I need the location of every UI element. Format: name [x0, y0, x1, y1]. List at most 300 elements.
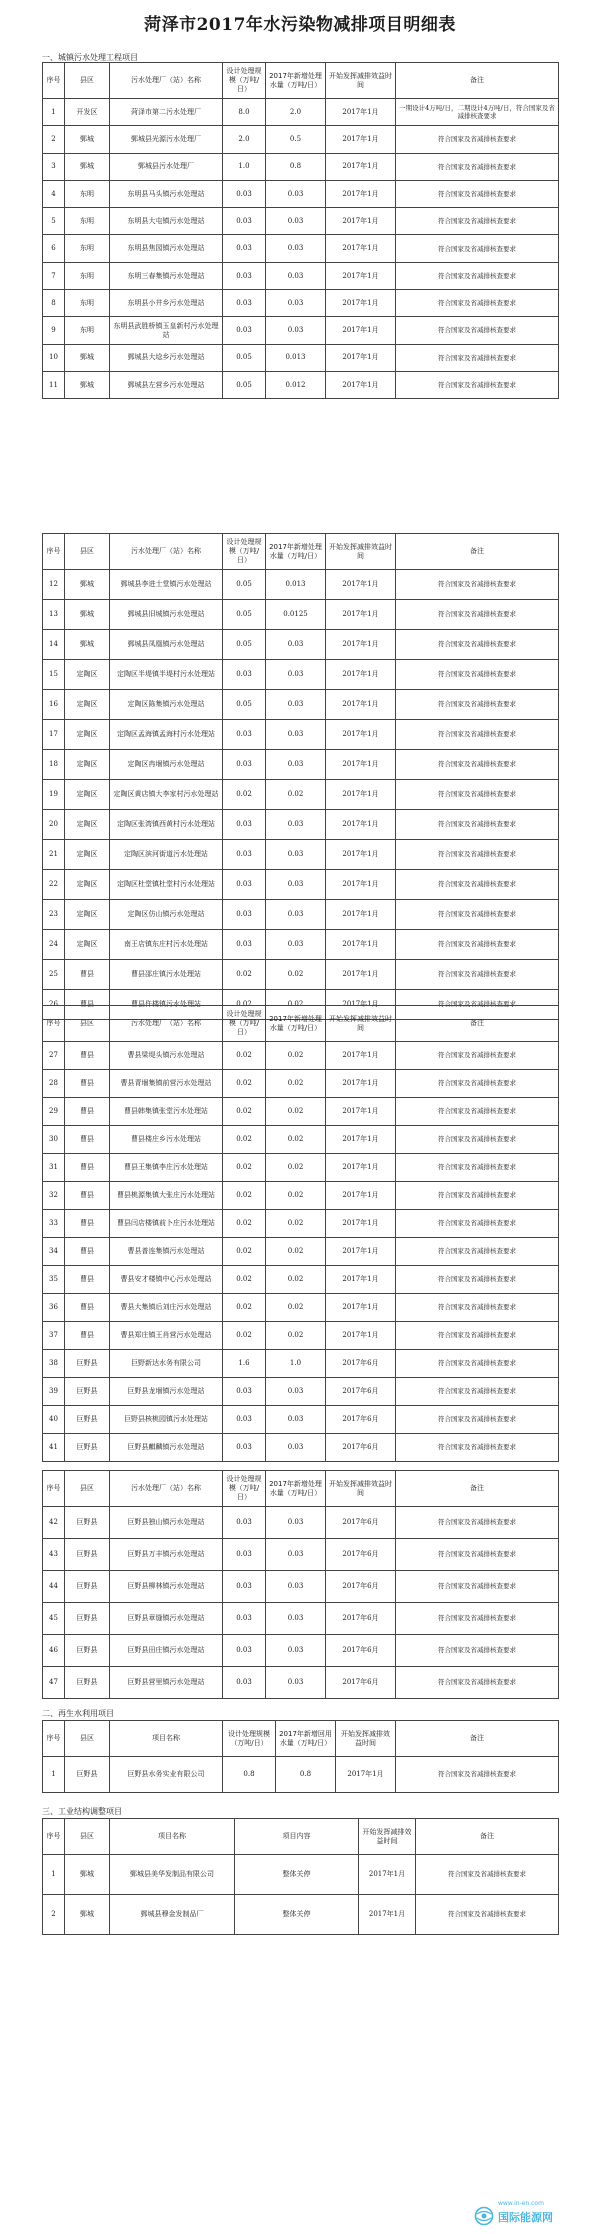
- page-title: 菏泽市2017年水污染物减排项目明细表: [144, 15, 456, 35]
- cell-plant-name: 东明县焦园镇污水处理站: [110, 235, 223, 262]
- cell-plant-name: 曹县王集镇李庄污水处理站: [110, 1154, 223, 1182]
- cell-remark: 符合国家及省减排核查要求: [396, 317, 559, 344]
- cell-index: 23: [43, 900, 65, 930]
- section-heading-water-reuse: 二、再生水利用项目: [42, 1709, 114, 1718]
- cell-volume: 0.03: [266, 262, 326, 289]
- cell-plant-name: 菏泽市第二污水处理厂: [110, 99, 223, 126]
- table-row: [43, 930, 559, 960]
- cell-plant-name: 东明县大屯镇污水处理站: [110, 208, 223, 235]
- watermark: [474, 2200, 592, 2230]
- cell-start-time: 2017年1月: [326, 690, 396, 720]
- cell-remark: 符合国家及省减排核查要求: [396, 290, 559, 317]
- cell-volume: 0.02: [266, 1042, 326, 1070]
- table-row: [43, 235, 559, 262]
- cell-remark: 符合国家及省减排核查要求: [396, 180, 559, 207]
- cell-start-time: 2017年6月: [326, 1434, 396, 1462]
- cell-county: 鄄城: [65, 570, 110, 600]
- cell-remark: 符合国家及省减排核查要求: [396, 153, 559, 180]
- cell-remark: 符合国家及省减排核查要求: [396, 1571, 559, 1603]
- cell-start-time: 2017年6月: [326, 1571, 396, 1603]
- header-new-volume: 2017年新增处理水量（万吨/日）: [266, 1471, 326, 1507]
- header-remark: 备注: [396, 1471, 559, 1507]
- cell-remark: 符合国家及省减排核查要求: [396, 1098, 559, 1126]
- cell-start-time: 2017年1月: [326, 1294, 396, 1322]
- table-row: [43, 1182, 559, 1210]
- cell-capacity: 8.0: [223, 99, 266, 126]
- header-capacity: 设计处理规模（万吨/日）: [223, 1471, 266, 1507]
- cell-start-time: 2017年1月: [336, 1757, 396, 1793]
- cell-project-content: 整体关停: [235, 1855, 359, 1895]
- table-row: [43, 99, 559, 126]
- header-start-time: 开始发挥减排效益时间: [326, 1471, 396, 1507]
- cell-volume: 0.03: [266, 900, 326, 930]
- cell-start-time: 2017年1月: [326, 570, 396, 600]
- cell-volume: 0.02: [266, 1154, 326, 1182]
- cell-capacity: 0.03: [223, 1406, 266, 1434]
- cell-plant-name: 定陶区黄店镇大李家村污水处理站: [110, 780, 223, 810]
- cell-start-time: 2017年1月: [326, 1154, 396, 1182]
- cell-index: 20: [43, 810, 65, 840]
- table-row: [43, 1154, 559, 1182]
- cell-capacity: 0.03: [223, 1667, 266, 1699]
- cell-capacity: 0.03: [223, 930, 266, 960]
- header-start-time: 开始发挥减排效益时间: [336, 1721, 396, 1757]
- cell-remark: 符合国家及省减排核查要求: [416, 1895, 559, 1935]
- cell-index: 26: [43, 990, 65, 1020]
- watermark-url: www.in-en.com: [498, 2200, 544, 2207]
- cell-remark: 符合国家及省减排核查要求: [396, 1126, 559, 1154]
- cell-remark: 符合国家及省减排核查要求: [396, 720, 559, 750]
- header-index: 序号: [43, 63, 65, 99]
- cell-volume: 0.8: [266, 153, 326, 180]
- table-row: [43, 960, 559, 990]
- cell-volume: 0.03: [266, 630, 326, 660]
- cell-volume: 0.03: [266, 1667, 326, 1699]
- cell-county: 曹县: [65, 1042, 110, 1070]
- cell-start-time: 2017年1月: [359, 1855, 416, 1895]
- cell-county: 定陶区: [65, 840, 110, 870]
- cell-capacity: 0.8: [223, 1757, 276, 1793]
- table-row: [43, 1070, 559, 1098]
- cell-plant-name: 东明县马头镇污水处理站: [110, 180, 223, 207]
- cell-project-name: 鄄城县美华发制品有限公司: [110, 1855, 235, 1895]
- cell-county: 曹县: [65, 1266, 110, 1294]
- header-county: 县区: [65, 1471, 110, 1507]
- cell-plant-name: 定陶区张湾镇西黄村污水处理站: [110, 810, 223, 840]
- cell-index: 43: [43, 1539, 65, 1571]
- cell-index: 4: [43, 180, 65, 207]
- cell-start-time: 2017年1月: [326, 1322, 396, 1350]
- header-county: 县区: [65, 63, 110, 99]
- cell-capacity: 0.03: [223, 720, 266, 750]
- cell-remark: 符合国家及省减排核查要求: [396, 870, 559, 900]
- cell-index: 38: [43, 1350, 65, 1378]
- header-county: 县区: [65, 534, 110, 570]
- cell-remark: 符合国家及省减排核查要求: [396, 1182, 559, 1210]
- cell-volume: 0.03: [266, 720, 326, 750]
- cell-plant-name: 鄄城县李进士堂镇污水处理站: [110, 570, 223, 600]
- header-start-time: 开始发挥减排效益时间: [326, 534, 396, 570]
- cell-start-time: 2017年1月: [326, 317, 396, 344]
- cell-volume: 0.03: [266, 290, 326, 317]
- cell-index: 33: [43, 1210, 65, 1238]
- header-start-time: 开始发挥减排效益时间: [326, 63, 396, 99]
- cell-start-time: 2017年6月: [326, 1667, 396, 1699]
- cell-index: 45: [43, 1603, 65, 1635]
- cell-county: 鄄城: [65, 630, 110, 660]
- cell-project-name: 鄄城县穆金发制品厂: [110, 1895, 235, 1935]
- table-row: [43, 570, 559, 600]
- cell-index: 40: [43, 1406, 65, 1434]
- cell-county: 曹县: [65, 1154, 110, 1182]
- cell-volume: 0.02: [266, 990, 326, 1020]
- cell-remark: 符合国家及省减排核查要求: [396, 1539, 559, 1571]
- cell-volume: 0.03: [266, 870, 326, 900]
- cell-capacity: 0.05: [223, 344, 266, 371]
- cell-remark: 符合国家及省减排核查要求: [396, 840, 559, 870]
- cell-start-time: 2017年1月: [326, 630, 396, 660]
- cell-capacity: 0.03: [223, 750, 266, 780]
- table-row: [43, 180, 559, 207]
- cell-plant-name: 曹县大集镇后刘庄污水处理站: [110, 1294, 223, 1322]
- globe-logo-icon: [474, 2206, 494, 2226]
- cell-county: 鄄城: [65, 1855, 110, 1895]
- cell-volume: 0.02: [266, 1266, 326, 1294]
- header-remark: 备注: [396, 1006, 559, 1042]
- cell-start-time: 2017年1月: [326, 1210, 396, 1238]
- cell-plant-name: 鄄城县污水处理厂: [110, 153, 223, 180]
- cell-plant-name: 鄄城县旧城镇污水处理站: [110, 600, 223, 630]
- cell-volume: 1.0: [266, 1350, 326, 1378]
- cell-plant-name: 定陶区杜堂镇杜堂村污水处理站: [110, 870, 223, 900]
- cell-remark: 符合国家及省减排核查要求: [416, 1855, 559, 1895]
- header-new-volume: 2017年新增处理水量（万吨/日）: [266, 63, 326, 99]
- cell-plant-name: 东明县小井乡污水处理站: [110, 290, 223, 317]
- header-remark: 备注: [416, 1819, 559, 1855]
- cell-index: 41: [43, 1434, 65, 1462]
- cell-capacity: 0.03: [223, 900, 266, 930]
- cell-start-time: 2017年1月: [326, 262, 396, 289]
- cell-plant-name: 巨野县核桃园镇污水处理站: [110, 1406, 223, 1434]
- cell-remark: 符合国家及省减排核查要求: [396, 1238, 559, 1266]
- cell-county: 曹县: [65, 1322, 110, 1350]
- cell-capacity: 0.02: [223, 1238, 266, 1266]
- header-capacity: 设计处理规模（万吨/日）: [223, 534, 266, 570]
- cell-index: 16: [43, 690, 65, 720]
- water-reuse-table: [42, 1720, 559, 1793]
- cell-plant-name: 曹县楼庄乡污水处理站: [110, 1126, 223, 1154]
- cell-capacity: 0.03: [223, 290, 266, 317]
- cell-start-time: 2017年1月: [326, 1126, 396, 1154]
- cell-county: 巨野县: [65, 1757, 110, 1793]
- wastewater-table-part3: [42, 1005, 559, 1462]
- cell-plant-name: 定陶区滨河街道污水处理站: [110, 840, 223, 870]
- cell-volume: 0.03: [266, 1539, 326, 1571]
- section-heading-industrial-restructuring: 三、工业结构调整项目: [42, 1807, 122, 1816]
- cell-start-time: 2017年6月: [326, 1635, 396, 1667]
- cell-volume: 0.03: [266, 1378, 326, 1406]
- cell-start-time: 2017年1月: [326, 290, 396, 317]
- cell-start-time: 2017年1月: [326, 126, 396, 153]
- cell-start-time: 2017年1月: [326, 600, 396, 630]
- cell-start-time: 2017年1月: [326, 235, 396, 262]
- cell-plant-name: 曹县梁堤头镇污水处理站: [110, 1042, 223, 1070]
- cell-start-time: 2017年1月: [326, 1098, 396, 1126]
- cell-plant-name: 定陶区孟海镇孟海村污水处理站: [110, 720, 223, 750]
- header-plant-name: 污水处理厂（站）名称: [110, 534, 223, 570]
- cell-county: 曹县: [65, 1294, 110, 1322]
- cell-index: 11: [43, 371, 65, 398]
- cell-remark: 符合国家及省减排核查要求: [396, 1294, 559, 1322]
- header-project-name: 项目名称: [110, 1721, 223, 1757]
- cell-capacity: 0.02: [223, 1210, 266, 1238]
- cell-capacity: 0.03: [223, 1571, 266, 1603]
- wastewater-table-part2: [42, 533, 559, 1020]
- cell-start-time: 2017年1月: [326, 990, 396, 1020]
- cell-county: 曹县: [65, 990, 110, 1020]
- cell-county: 曹县: [65, 1098, 110, 1126]
- header-start-time: 开始发挥减排效益时间: [359, 1819, 416, 1855]
- cell-start-time: 2017年6月: [326, 1507, 396, 1539]
- table-row: [43, 1667, 559, 1699]
- cell-index: 29: [43, 1098, 65, 1126]
- cell-start-time: 2017年1月: [326, 960, 396, 990]
- cell-index: 7: [43, 262, 65, 289]
- table-row: [43, 780, 559, 810]
- table-row: [43, 371, 559, 398]
- header-remark: 备注: [396, 1721, 559, 1757]
- header-index: 序号: [43, 1819, 65, 1855]
- cell-index: 5: [43, 208, 65, 235]
- cell-plant-name: 定陶区半堤镇半堤村污水处理站: [110, 660, 223, 690]
- cell-volume: 0.03: [266, 235, 326, 262]
- cell-capacity: 0.03: [223, 180, 266, 207]
- header-capacity: 设计处理规模（万吨/日）: [223, 1006, 266, 1042]
- table-row: [43, 600, 559, 630]
- cell-index: 39: [43, 1378, 65, 1406]
- cell-index: 3: [43, 153, 65, 180]
- cell-index: 44: [43, 1571, 65, 1603]
- cell-start-time: 2017年1月: [326, 930, 396, 960]
- cell-volume: 0.03: [266, 1507, 326, 1539]
- table-row: [43, 660, 559, 690]
- cell-capacity: 0.02: [223, 1154, 266, 1182]
- cell-volume: 0.03: [266, 840, 326, 870]
- cell-capacity: 0.03: [223, 262, 266, 289]
- cell-plant-name: 曹县桃源集镇大张庄污水处理站: [110, 1182, 223, 1210]
- cell-volume: 0.02: [266, 960, 326, 990]
- table-row: [43, 900, 559, 930]
- cell-plant-name: 曹县仵楼镇污水处理站: [110, 990, 223, 1020]
- cell-capacity: 0.05: [223, 600, 266, 630]
- cell-index: 36: [43, 1294, 65, 1322]
- cell-project-content: 整体关停: [235, 1895, 359, 1935]
- cell-volume: 0.02: [266, 1098, 326, 1126]
- cell-volume: 0.02: [266, 1322, 326, 1350]
- cell-start-time: 2017年6月: [326, 1350, 396, 1378]
- cell-capacity: 2.0: [223, 126, 266, 153]
- cell-county: 定陶区: [65, 750, 110, 780]
- cell-volume: 0.02: [266, 780, 326, 810]
- cell-county: 曹县: [65, 1070, 110, 1098]
- cell-start-time: 2017年1月: [326, 1266, 396, 1294]
- cell-remark: 符合国家及省减排核查要求: [396, 1322, 559, 1350]
- table-row: [43, 1238, 559, 1266]
- cell-volume: 0.02: [266, 1210, 326, 1238]
- cell-remark: 符合国家及省减排核查要求: [396, 810, 559, 840]
- cell-plant-name: 曹县邵庄镇污水处理站: [110, 960, 223, 990]
- table-row: [43, 720, 559, 750]
- cell-county: 巨野县: [65, 1434, 110, 1462]
- cell-volume: 0.03: [266, 810, 326, 840]
- cell-plant-name: 巨野县万丰镇污水处理站: [110, 1539, 223, 1571]
- cell-start-time: 2017年1月: [326, 1070, 396, 1098]
- cell-start-time: 2017年1月: [326, 1042, 396, 1070]
- cell-index: 30: [43, 1126, 65, 1154]
- header-remark: 备注: [396, 63, 559, 99]
- cell-remark: 符合国家及省减排核查要求: [396, 1406, 559, 1434]
- cell-volume: 0.03: [266, 208, 326, 235]
- section-heading-urban-wastewater: 一、城镇污水处理工程项目: [42, 53, 138, 62]
- table-row: [43, 1210, 559, 1238]
- cell-capacity: 0.03: [223, 660, 266, 690]
- cell-county: 定陶区: [65, 720, 110, 750]
- cell-plant-name: 巨野县龙堌镇污水处理站: [110, 1378, 223, 1406]
- header-county: 县区: [65, 1006, 110, 1042]
- cell-index: 21: [43, 840, 65, 870]
- cell-start-time: 2017年1月: [326, 180, 396, 207]
- cell-index: 13: [43, 600, 65, 630]
- cell-capacity: 1.6: [223, 1350, 266, 1378]
- cell-index: 22: [43, 870, 65, 900]
- cell-county: 曹县: [65, 1238, 110, 1266]
- cell-capacity: 0.03: [223, 208, 266, 235]
- cell-volume: 0.03: [266, 317, 326, 344]
- cell-remark: 符合国家及省减排核查要求: [396, 1434, 559, 1462]
- header-index: 序号: [43, 1471, 65, 1507]
- header-new-volume: 2017年新增处理水量（万吨/日）: [266, 534, 326, 570]
- cell-remark: 符合国家及省减排核查要求: [396, 1507, 559, 1539]
- cell-capacity: 0.02: [223, 1322, 266, 1350]
- cell-start-time: 2017年1月: [326, 870, 396, 900]
- cell-plant-name: 鄄城县凤凰镇污水处理站: [110, 630, 223, 660]
- cell-plant-name: 定陶区仿山镇污水处理站: [110, 900, 223, 930]
- cell-index: 46: [43, 1635, 65, 1667]
- cell-index: 37: [43, 1322, 65, 1350]
- cell-capacity: 0.03: [223, 1603, 266, 1635]
- table-row: [43, 750, 559, 780]
- cell-capacity: 0.03: [223, 317, 266, 344]
- cell-capacity: 0.02: [223, 1182, 266, 1210]
- cell-capacity: 0.05: [223, 630, 266, 660]
- header-new-volume: 2017年新增处理水量（万吨/日）: [266, 1006, 326, 1042]
- cell-remark: 符合国家及省减排核查要求: [396, 630, 559, 660]
- table-row: [43, 1294, 559, 1322]
- cell-county: 定陶区: [65, 660, 110, 690]
- cell-plant-name: 曹县普连集镇污水处理站: [110, 1238, 223, 1266]
- cell-volume: 0.03: [266, 930, 326, 960]
- cell-county: 曹县: [65, 1182, 110, 1210]
- cell-plant-name: 巨野县麒麟镇污水处理站: [110, 1434, 223, 1462]
- cell-county: 定陶区: [65, 780, 110, 810]
- cell-county: 巨野县: [65, 1539, 110, 1571]
- cell-volume: 0.0125: [266, 600, 326, 630]
- cell-plant-name: 鄄城县左营乡污水处理站: [110, 371, 223, 398]
- cell-start-time: 2017年6月: [326, 1406, 396, 1434]
- cell-index: 9: [43, 317, 65, 344]
- cell-capacity: 0.03: [223, 1378, 266, 1406]
- cell-remark: 符合国家及省减排核查要求: [396, 1210, 559, 1238]
- cell-remark: 符合国家及省减排核查要求: [396, 208, 559, 235]
- wastewater-table-part1: [42, 62, 559, 399]
- cell-remark: 符合国家及省减排核查要求: [396, 126, 559, 153]
- cell-start-time: 2017年1月: [326, 750, 396, 780]
- cell-county: 曹县: [65, 1210, 110, 1238]
- table-row: [43, 870, 559, 900]
- cell-remark: 符合国家及省减排核查要求: [396, 990, 559, 1020]
- table-row: [43, 208, 559, 235]
- cell-plant-name: 东明三春集镇污水处理站: [110, 262, 223, 289]
- header-capacity: 设计处理规模（万吨/日）: [223, 63, 266, 99]
- cell-plant-name: 巨野新达水务有限公司: [110, 1350, 223, 1378]
- cell-remark: 符合国家及省减排核查要求: [396, 1266, 559, 1294]
- cell-capacity: 0.05: [223, 690, 266, 720]
- cell-index: 24: [43, 930, 65, 960]
- cell-index: 1: [43, 1757, 65, 1793]
- cell-start-time: 2017年1月: [326, 900, 396, 930]
- cell-volume: 0.8: [276, 1757, 336, 1793]
- cell-index: 27: [43, 1042, 65, 1070]
- cell-volume: 0.03: [266, 660, 326, 690]
- cell-county: 曹县: [65, 1126, 110, 1154]
- cell-capacity: 0.02: [223, 1070, 266, 1098]
- table-row: [43, 1266, 559, 1294]
- header-start-time: 开始发挥减排效益时间: [326, 1006, 396, 1042]
- cell-index: 15: [43, 660, 65, 690]
- cell-plant-name: 曹县青堌集镇前营污水处理站: [110, 1070, 223, 1098]
- cell-county: 东明: [65, 317, 110, 344]
- cell-remark: 符合国家及省减排核查要求: [396, 930, 559, 960]
- table-row: [43, 344, 559, 371]
- cell-start-time: 2017年1月: [326, 660, 396, 690]
- cell-county: 鄄城: [65, 371, 110, 398]
- cell-plant-name: 曹县郑庄镇王肖营污水处理站: [110, 1322, 223, 1350]
- cell-volume: 0.02: [266, 1070, 326, 1098]
- cell-plant-name: 巨野县柳林镇污水处理站: [110, 1571, 223, 1603]
- header-project-content: 项目内容: [235, 1819, 359, 1855]
- cell-remark: 符合国家及省减排核查要求: [396, 344, 559, 371]
- cell-index: 34: [43, 1238, 65, 1266]
- cell-plant-name: 东明县武胜桥镇玉皇新村污水处理站: [110, 317, 223, 344]
- table-row: [43, 1406, 559, 1434]
- cell-capacity: 0.03: [223, 1635, 266, 1667]
- cell-index: 12: [43, 570, 65, 600]
- cell-plant-name: 巨野县水务实业有限公司: [110, 1757, 223, 1793]
- cell-remark: 符合国家及省减排核查要求: [396, 1378, 559, 1406]
- cell-plant-name: 巨野县独山镇污水处理站: [110, 1507, 223, 1539]
- cell-plant-name: 巨野县营里镇污水处理站: [110, 1667, 223, 1699]
- cell-county: 定陶区: [65, 870, 110, 900]
- cell-start-time: 2017年1月: [326, 720, 396, 750]
- cell-remark: 符合国家及省减排核查要求: [396, 1154, 559, 1182]
- table-row: [43, 690, 559, 720]
- cell-start-time: 2017年1月: [359, 1895, 416, 1935]
- cell-capacity: 0.03: [223, 1539, 266, 1571]
- cell-remark: 符合国家及省减排核查要求: [396, 371, 559, 398]
- cell-county: 鄄城: [65, 600, 110, 630]
- table-row: [43, 810, 559, 840]
- cell-index: 35: [43, 1266, 65, 1294]
